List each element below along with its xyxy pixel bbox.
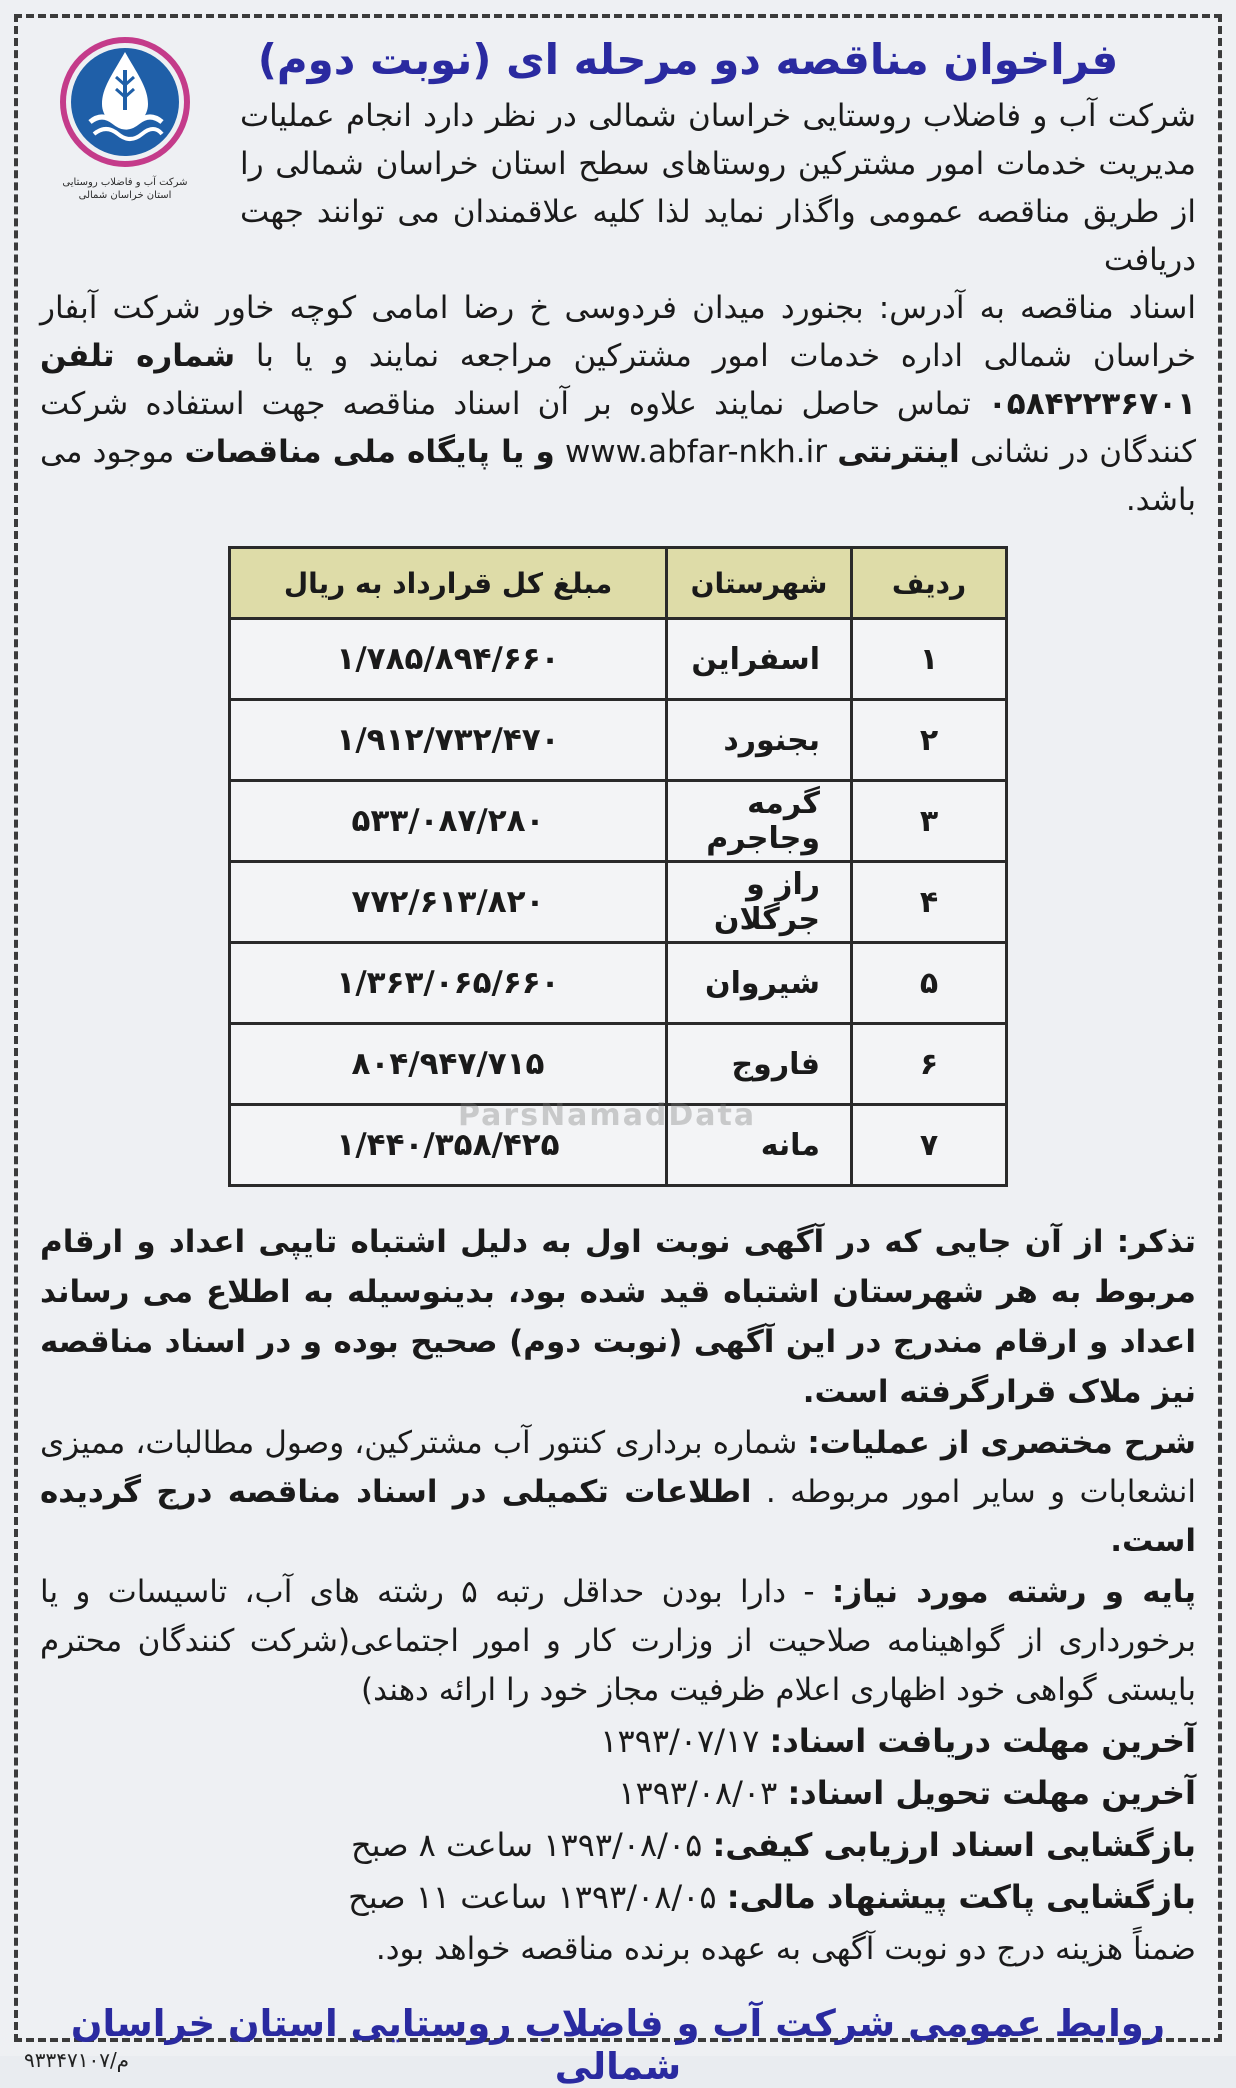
row-number: ۷	[852, 1105, 1007, 1186]
header-row-number: ردیف	[852, 548, 1007, 619]
operations-bold-tail: اطلاعات تکمیلی در اسناد مناقصه درج گردیده است.	[40, 1474, 1196, 1559]
website-link[interactable]: www.abfar-nkh.ir	[564, 434, 828, 470]
correction-note: تذکر: از آن جایی که در آگهی نوبت اول به دلیل اشتباه تایپی اعداد و ارقام مربوط به هر شهرستان اشتباه قید شده بود، بدینوسیله به اطلاع می رساند اعداد و ارقام مندرج در این آگهی (نوبت دوم) صحیح بوده و در اسناد مناقصه نیز ملاک قرارگرفته است.	[40, 1224, 1196, 1410]
internet-label: اینترنتی	[837, 434, 960, 470]
requirements-label: پایه و رشته مورد نیاز:	[831, 1574, 1197, 1610]
date-value: ۱۳۹۳/۰۸/۰۵ ساعت ۸ صبح	[351, 1826, 703, 1864]
row-city: اسفراین	[667, 619, 852, 700]
date-line	[40, 1871, 1196, 1923]
row-city: مانه	[667, 1105, 852, 1186]
watermark: ParsNamadData	[458, 1098, 757, 1133]
operations-text: شماره برداری کنتور آب مشترکین، وصول مطالبات، ممیزی انشعابات و سایر امور مربوطه .	[40, 1425, 1196, 1510]
cost-note: ضمناً هزینه درج دو نوبت آگهی به عهده برنده مناقصه خواهد بود.	[375, 1931, 1196, 1967]
table-header-row	[230, 548, 1007, 619]
water-drop-logo-icon	[50, 30, 200, 175]
tender-table	[228, 546, 1008, 1187]
notice-frame	[14, 14, 1222, 2088]
header-city: شهرستان	[667, 548, 852, 619]
row-amount: ۱/۷۸۵/۸۹۴/۶۶۰	[230, 619, 667, 700]
header-amount: مبلغ کل قرارداد به ریال	[230, 548, 667, 619]
operations-section	[40, 1419, 1196, 1566]
row-number: ۴	[852, 862, 1007, 943]
date-label: بازگشایی پاکت پیشنهاد مالی:	[726, 1878, 1196, 1916]
row-city: شیروان	[667, 943, 852, 1024]
intro-line-5: شمالی اداره خدمات امور مشترکین مراجعه نمایند و یا با	[255, 338, 1073, 374]
row-amount: ۱/۳۶۳/۰۶۵/۶۶۰	[230, 943, 667, 1024]
row-number: ۱	[852, 619, 1007, 700]
row-number: ۶	[852, 1024, 1007, 1105]
row-city: گرمه وجاجرم	[667, 781, 852, 862]
intro-line-6: تماس حاصل نمایند علاوه بر آن اسناد مناقصه جهت استفاده شرکت کنندگان در نشانی	[40, 386, 1197, 470]
intro-line-7: موجود می باشد.	[40, 434, 1196, 518]
row-number: ۲	[852, 700, 1007, 781]
date-value: ۱۳۹۳/۰۸/۰۳	[618, 1774, 778, 1812]
table-row	[230, 862, 1007, 943]
portal-label: و یا پایگاه ملی مناقصات	[184, 434, 555, 470]
intro-paragraph	[40, 92, 1196, 524]
requirements-text: - دارا بودن حداقل رتبه ۵ رشته های آب، تاسیسات و یا برخورداری از گواهینامه صلاحیت از وزارت کار و امور اجتماعی(شرکت کنندگان محترم بایستی گواهی خود اظهاری اعلام ظرفیت مجاز خود را ارائه دهند)	[40, 1574, 1196, 1708]
row-number: ۳	[852, 781, 1007, 862]
row-number: ۵	[852, 943, 1007, 1024]
date-label: بازگشایی اسناد ارزیابی کیفی:	[712, 1826, 1196, 1864]
row-amount: ۱/۴۴۰/۳۵۸/۴۲۵	[230, 1105, 667, 1186]
row-city: راز و جرگلان	[667, 862, 852, 943]
operations-label: شرح مختصری از عملیات:	[807, 1425, 1196, 1461]
row-amount: ۷۷۲/۶۱۳/۸۲۰	[230, 862, 667, 943]
date-label: آخرین مهلت دریافت اسناد:	[769, 1722, 1196, 1760]
requirements-section	[40, 1568, 1196, 1715]
table-row	[230, 619, 1007, 700]
intro-line-2: مدیریت خدمات امور مشترکین روستاهای سطح استان خراسان شمالی را از	[240, 146, 1197, 230]
intro-line-4: اسناد مناقصه به آدرس: بجنورد میدان فردوسی خ رضا امامی کوچه خاور شرکت آبفار خراسان	[40, 290, 1196, 374]
table-row	[230, 943, 1007, 1024]
company-logo	[50, 30, 200, 220]
table-row	[230, 781, 1007, 862]
footer-signature: روابط عمومی شرکت آب و فاضلاب روستایی استان خراسان شمالی	[70, 2002, 1166, 2088]
date-value: ۱۳۹۳/۰۸/۰۵ ساعت ۱۱ صبح	[348, 1878, 717, 1916]
row-amount: ۸۰۴/۹۴۷/۷۱۵	[230, 1024, 667, 1105]
row-city: بجنورد	[667, 700, 852, 781]
row-amount: ۱/۹۱۲/۷۳۲/۴۷۰	[230, 700, 667, 781]
table-row	[230, 1024, 1007, 1105]
phone-label: شماره تلفن	[40, 338, 236, 374]
intro-line-1: شرکت آب و فاضلاب روستایی خراسان شمالی در نظر دارد انجام عملیات	[240, 98, 1196, 134]
date-line	[40, 1819, 1196, 1871]
reference-code: م/۹۳۳۴۷۱۰۷	[24, 2048, 130, 2072]
page-title: فراخوان مناقصه دو مرحله ای (نوبت دوم)	[257, 35, 1119, 84]
date-value: ۱۳۹۳/۰۷/۱۷	[600, 1722, 760, 1760]
date-line	[40, 1767, 1196, 1819]
date-line	[40, 1715, 1196, 1767]
row-amount: ۵۳۳/۰۸۷/۲۸۰	[230, 781, 667, 862]
intro-line-3: طریق مناقصه عمومی واگذار نماید لذا کلیه علاقمندان می توانند جهت دریافت	[240, 194, 1196, 278]
table-row	[230, 700, 1007, 781]
date-label: آخرین مهلت تحویل اسناد:	[787, 1774, 1196, 1812]
phone-number[interactable]: ۰۵۸۴۲۲۳۶۷۰۱	[987, 386, 1196, 422]
row-city: فاروج	[667, 1024, 852, 1105]
logo-caption: شرکت آب و فاضلاب روستایی استان خراسان شمالی	[62, 177, 188, 201]
